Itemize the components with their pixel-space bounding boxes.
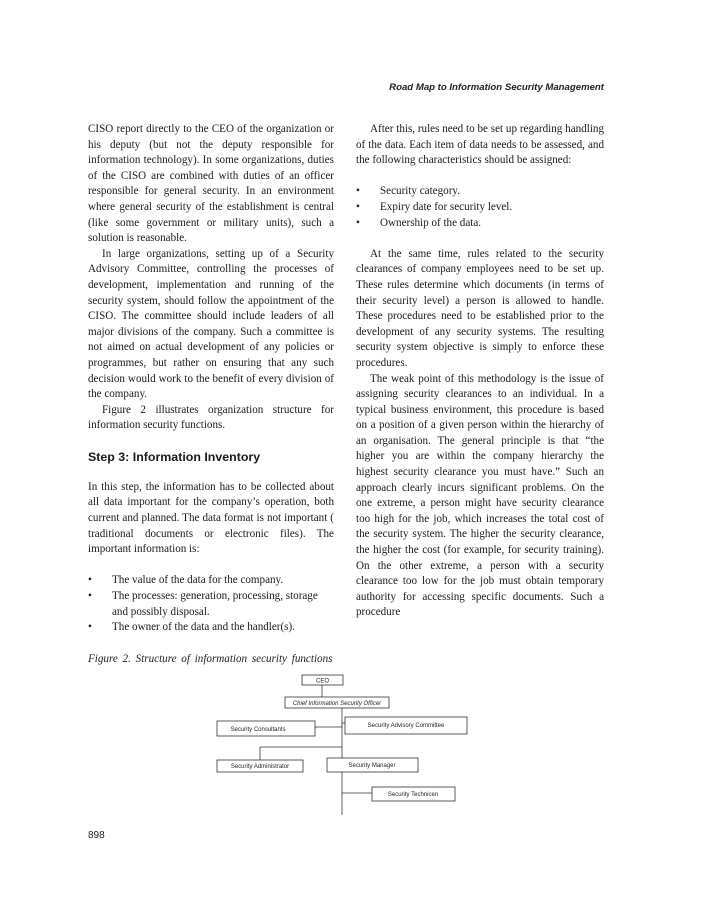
org-label-consultants: Security Consultants <box>230 727 286 733</box>
paragraph: In this step, the information has to be collected about all data important for the company’s operation, both current and planned. The data format is not important ( traditional documents or electronic files). The important information is: <box>88 480 334 556</box>
section-heading: Step 3: Information Inventory <box>88 449 261 464</box>
org-label-committee: Security Advisory Committee <box>367 723 445 729</box>
paragraph: Figure 2 illustrates organization structure for information security functions. <box>88 403 334 432</box>
org-label-ciso: Chief Information Security Officer <box>292 701 382 707</box>
org-label-technician: Security Technicen <box>387 792 439 798</box>
paragraph: CISO report directly to the CEO of the organization or his deputy (but not the deputy responsible for information technology). In some organizations, duties of the CISO are combined with duties of an officer responsible for general security. In an environment where general security of the establishment is central (like some government or military units), such a solution is reasonable. <box>88 123 334 245</box>
list-item: • Security category. <box>356 184 604 200</box>
bullet-list <box>356 184 604 231</box>
list-item: • The processes: generation, processing, storage and possibly disposal. <box>88 589 334 620</box>
paragraph: After this, rules need to be set up regarding handling of the data. Each item of data needs to be assessed, and the following characteristics should be assigned: <box>356 123 604 167</box>
org-label-manager: Security Manager <box>348 763 396 769</box>
bullet-list <box>88 573 334 635</box>
paragraph: The weak point of this methodology is the issue of assigning security clearances to an individual. In a typical business environment, this procedure is based on a position of a given person within the hierarchy of an organisation. The general principle is that “the higher you are within the company hierarchy the highest security clearance you must have.” Such an approach clearly incurs significant problems. On the one extreme, a person might have security clearance too high for the job, which increases the total cost of the security system. The higher the security clearance, the higher the cost (for example, for security training). On the other extreme, a person with a security clearance too low for the job must obtain temporary authority for accessing specific documents. Such a procedure <box>356 372 604 619</box>
list-item: • Expiry date for security level. <box>356 200 604 216</box>
list-item: • Ownership of the data. <box>356 216 604 232</box>
list-item: • The value of the data for the company. <box>88 573 334 589</box>
page-number: 898 <box>88 830 105 841</box>
right-column <box>356 122 604 621</box>
left-column <box>88 122 334 636</box>
list-item: • The owner of the data and the handler(s). <box>88 620 334 636</box>
paragraph: At the same time, rules related to the security clearances of company employees need to be set up. These rules determine which documents (in terms of their security level) a person is allowed to handle. These procedures need to be established prior to the development of any security systems. The resulting security system objective is simply to enforce these procedures. <box>356 247 604 369</box>
figure-caption: Figure 2. Structure of information security functions <box>88 653 333 665</box>
org-chart <box>0 670 709 820</box>
paragraph: In large organizations, setting up of a Security Advisory Committee, controlling the processes of development, implementation and running of the security system, should follow the appointment of the CISO. The committee should include leaders of all major divisions of the company. Such a committee is not aimed on actual development of any policies or programmes, but rather on ensuring that any such decision would work to the benefit of every division of the company. <box>88 247 334 401</box>
org-label-administrator: Security Administrator <box>230 764 290 770</box>
running-title: Road Map to Information Security Management <box>389 82 604 93</box>
org-label-ceo: CEO <box>315 678 330 685</box>
